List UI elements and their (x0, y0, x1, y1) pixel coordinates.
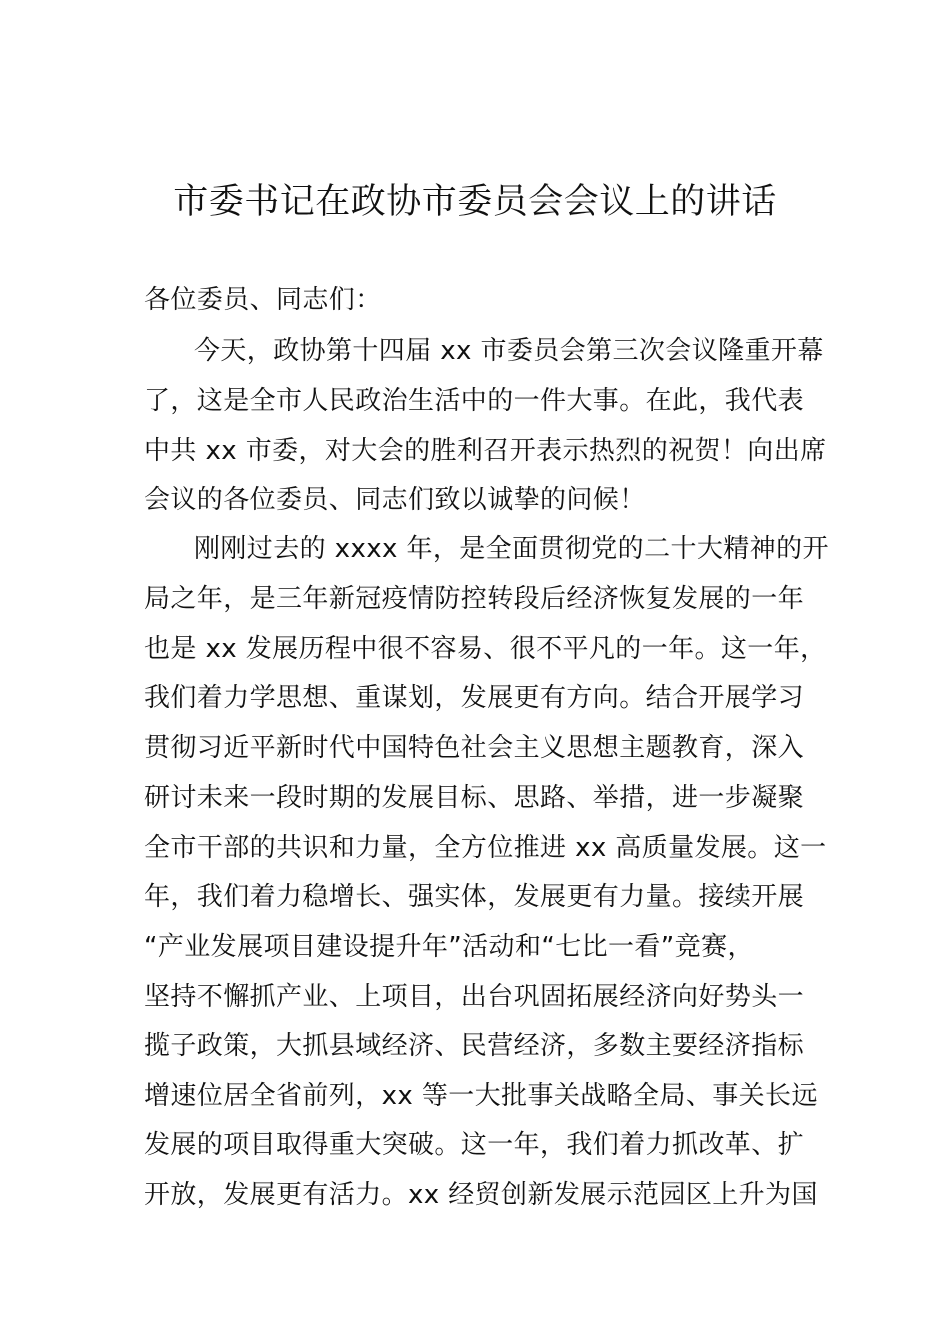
paragraph-line: 全市干部的共识和力量，全方位推进 xx 高质量发展。这一 (144, 833, 827, 863)
paragraph-line: 坚持不懈抓产业、上项目，出台巩固拓展经济向好势头一 (144, 982, 805, 1012)
paragraph-line: 局之年，是三年新冠疫情防控转段后经济恢复发展的一年 (144, 584, 805, 614)
paragraph-line: 年，我们着力稳增长、强实体，发展更有力量。接续开展 (144, 882, 805, 912)
paragraph-line: 也是 xx 发展历程中很不容易、很不平凡的一年。这一年， (144, 634, 827, 664)
paragraph-line: 增速位居全省前列，xx 等一大批事关战略全局、事关长远 (144, 1081, 818, 1111)
paragraph-line: 今天，政协第十四届 xx 市委员会第三次会议隆重开幕 (194, 336, 824, 366)
paragraph-line: 会议的各位委员、同志们致以诚挚的问候！ (144, 485, 646, 515)
paragraph-line: “产业发展项目建设提升年”活动和“七比一看”竞赛， (144, 932, 754, 962)
paragraph-line: 刚刚过去的 xxxx 年，是全面贯彻党的二十大精神的开 (194, 534, 829, 564)
salutation-line: 各位委员、同志们： (144, 285, 382, 315)
paragraph-line: 揽子政策，大抓县域经济、民营经济，多数主要经济指标 (144, 1031, 805, 1061)
paragraph-line: 开放，发展更有活力。xx 经贸创新发展示范园区上升为国 (144, 1180, 818, 1210)
paragraph-line: 研讨未来一段时期的发展目标、思路、举措，进一步凝聚 (144, 783, 805, 813)
paragraph-line: 了，这是全市人民政治生活中的一件大事。在此，我代表 (144, 386, 805, 416)
paragraph-line: 发展的项目取得重大突破。这一年，我们着力抓改革、扩 (144, 1130, 805, 1160)
paragraph-line: 中共 xx 市委，对大会的胜利召开表示热烈的祝贺！向出席 (144, 436, 827, 466)
paragraph-line: 我们着力学思想、重谋划，发展更有方向。结合开展学习 (144, 683, 805, 713)
document-title: 市委书记在政协市委员会会议上的讲话 (173, 182, 777, 222)
paragraph-line: 贯彻习近平新时代中国特色社会主义思想主题教育，深入 (144, 733, 805, 763)
